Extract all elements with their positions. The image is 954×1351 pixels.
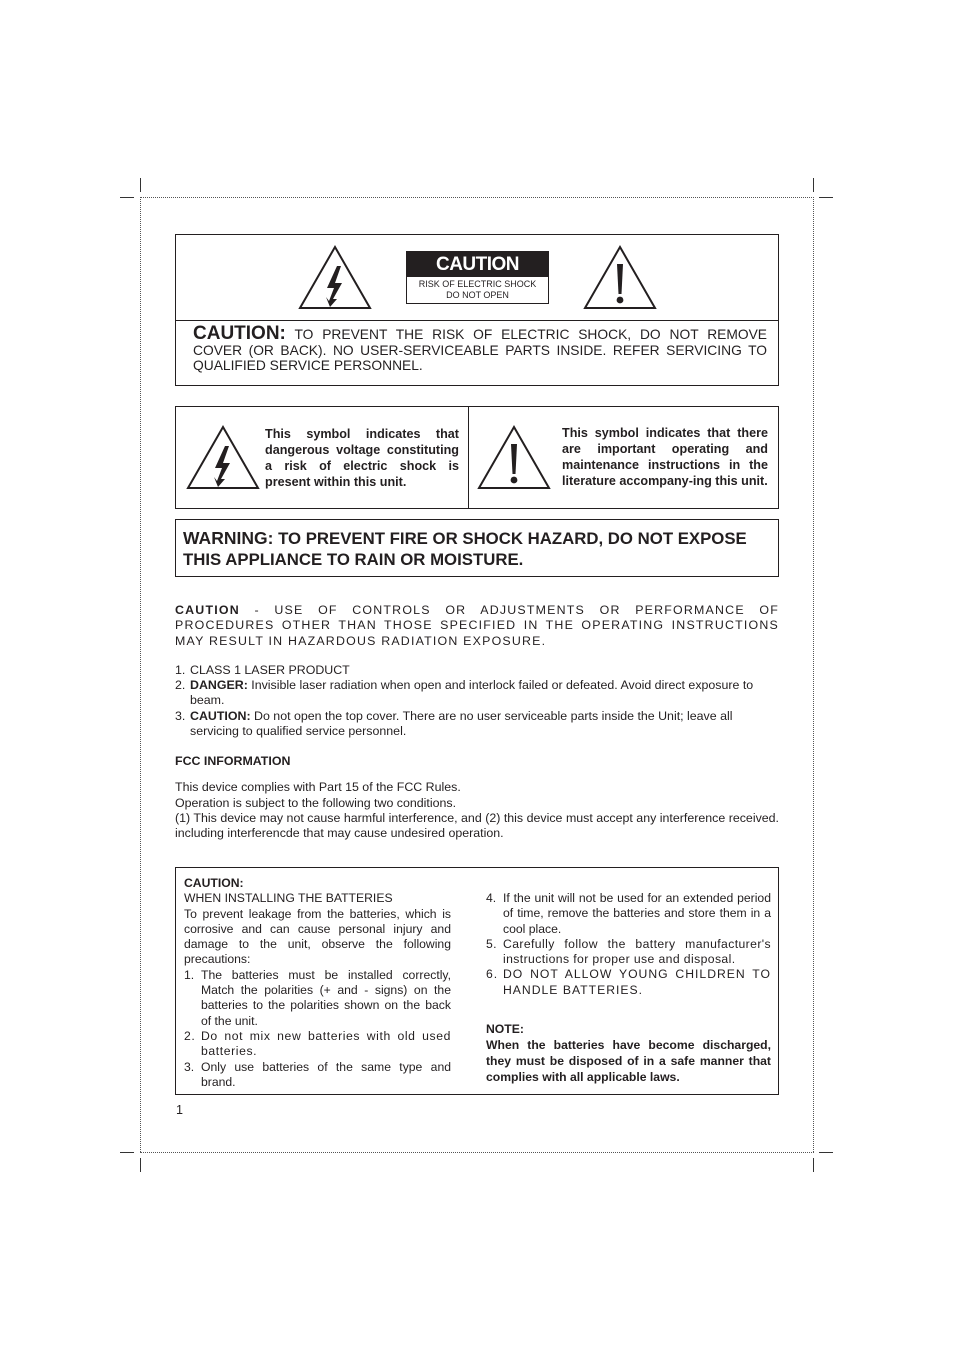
- fcc-heading: FCC INFORMATION: [175, 754, 291, 768]
- exclamation-symbol-description: This symbol indicates that there are important operating and maintenance instructions in the literature accompany-ing this unit.: [562, 426, 768, 488]
- lightning-warning-icon: [297, 244, 373, 311]
- caution-label-title: CAUTION: [407, 252, 548, 277]
- caution-statement-lead: CAUTION:: [193, 323, 286, 344]
- trim-line-left: [140, 197, 141, 1152]
- battery-item-number: 3.: [184, 1059, 195, 1074]
- laser-caution-lead: CAUTION: [175, 603, 240, 617]
- exclamation-symbol-icon: [476, 424, 552, 491]
- exclamation-warning-icon: [582, 244, 658, 311]
- battery-item-4: [486, 891, 771, 937]
- caution-divider: [176, 320, 778, 321]
- battery-item-text: If the unit will not be used for an extended period of time, remove the batteries and store them in a cool place.: [503, 891, 771, 936]
- symbols-divider: [468, 407, 469, 508]
- trim-line-top: [140, 197, 814, 198]
- laser-item-number: 3.: [175, 709, 186, 723]
- symbols-box: [175, 406, 779, 509]
- battery-item-text: Do not mix new batteries with old used batteries.: [201, 1028, 451, 1059]
- crop-mark: [140, 178, 141, 192]
- crop-mark: [120, 1152, 134, 1153]
- laser-item-text: Invisible laser radiation when open and interlock failed or defeated. Avoid direct exposure to beam.: [190, 678, 754, 708]
- battery-item-number: 1.: [184, 967, 195, 982]
- caution-statement-text: TO PREVENT THE RISK OF ELECTRIC SHOCK, DO NOT REMOVE COVER (OR BACK). NO USER-SERVICEABLE PARTS INSIDE. REFER SERVICING TO QUALIFIED SERVICE PERSONNEL.: [193, 327, 767, 373]
- warning-text: TO PREVENT FIRE OR SHOCK HAZARD, DO NOT EXPOSE THIS APPLIANCE TO RAIN OR MOISTURE.: [183, 529, 747, 569]
- battery-item-text: DO NOT ALLOW YOUNG CHILDREN TO HANDLE BATTERIES.: [503, 967, 771, 997]
- battery-note-text: When the batteries have become discharged, they must be disposed of in a safe manner that complies with all applicable laws.: [486, 1038, 771, 1085]
- crop-mark: [819, 1152, 833, 1153]
- caution-label-line1: RISK OF ELECTRIC SHOCK: [418, 279, 537, 289]
- fcc-line-3: (1) This device may not cause harmful interference, and (2) this device must accept any interference received. including interferencde that may cause undesired operation.: [175, 811, 779, 841]
- battery-item-3: [184, 1060, 451, 1091]
- battery-item-5: [486, 937, 771, 968]
- warning-statement: [183, 528, 768, 570]
- laser-item-1: [175, 663, 779, 678]
- battery-item-6: [486, 967, 771, 998]
- trim-line-bottom: [140, 1152, 814, 1153]
- crop-mark: [813, 178, 814, 192]
- caution-box: [175, 234, 779, 386]
- battery-item-number: 4.: [486, 891, 497, 905]
- caution-label: [406, 251, 549, 304]
- laser-item-text: CLASS 1 LASER PRODUCT: [190, 663, 350, 677]
- laser-item-lead: CAUTION:: [190, 709, 251, 723]
- crop-mark: [819, 197, 833, 198]
- crop-mark: [120, 197, 134, 198]
- laser-item-2: [175, 678, 779, 709]
- battery-item-text: The batteries must be installed correctly, Match the polarities (+ and - signs) on the batteries to the polarities shown on the back of the unit.: [201, 967, 451, 1028]
- laser-item-lead: DANGER:: [190, 678, 248, 692]
- laser-caution-paragraph: [175, 603, 779, 649]
- warning-lead: WARNING:: [183, 528, 274, 548]
- caution-label-line2: DO NOT OPEN: [446, 290, 509, 300]
- battery-caution-box: [175, 867, 779, 1095]
- page-number: 1: [176, 1103, 184, 1117]
- laser-item-number: 2.: [175, 678, 186, 692]
- laser-caution-text: - USE OF CONTROLS OR ADJUSTMENTS OR PERFORMANCE OF PROCEDURES OTHER THAN THOSE SPECIFIED IN THE OPERATING INSTRUCTIONS MAY RESULT IN HAZARDOUS RADIATION EXPOSURE.: [175, 603, 779, 648]
- crop-mark: [140, 1158, 141, 1172]
- battery-intro: To prevent leakage from the batteries, which is corrosive and can cause personal injury and damage to the unit, observe the following precautions:: [184, 906, 451, 967]
- battery-subheading: WHEN INSTALLING THE BATTERIES: [184, 891, 393, 906]
- lightning-symbol-icon: [185, 424, 261, 491]
- battery-right-column: [486, 891, 771, 1085]
- laser-item-number: 1.: [175, 663, 186, 677]
- battery-heading: CAUTION:: [184, 876, 244, 890]
- crop-mark: [813, 1158, 814, 1172]
- caution-statement: [193, 323, 767, 374]
- battery-item-2: [184, 1029, 451, 1060]
- battery-item-text: Carefully follow the battery manufacturer's instructions for proper use and disposal.: [503, 936, 771, 967]
- battery-item-text: Only use batteries of the same type and brand.: [201, 1059, 451, 1089]
- laser-item-3: [175, 709, 779, 740]
- battery-item-number: 2.: [184, 1028, 196, 1043]
- battery-note-heading: NOTE:: [486, 1022, 524, 1037]
- battery-item-number: 6.: [486, 967, 499, 982]
- lightning-symbol-description: This symbol indicates that dangerous voltage constituting a risk of electric shock is present within this unit.: [265, 427, 459, 489]
- fcc-line-1: This device complies with Part 15 of the FCC Rules.: [175, 780, 461, 794]
- battery-left-column: [184, 876, 451, 1090]
- warning-box: [175, 519, 779, 577]
- battery-item-1: [184, 968, 451, 1029]
- trim-line-right: [813, 197, 814, 1152]
- fcc-line-2: Operation is subject to the following two conditions.: [175, 796, 457, 810]
- laser-item-text: Do not open the top cover. There are no user serviceable parts inside the Unit; leave all servicing to qualified service personnel.: [190, 709, 733, 739]
- battery-item-number: 5.: [486, 936, 497, 951]
